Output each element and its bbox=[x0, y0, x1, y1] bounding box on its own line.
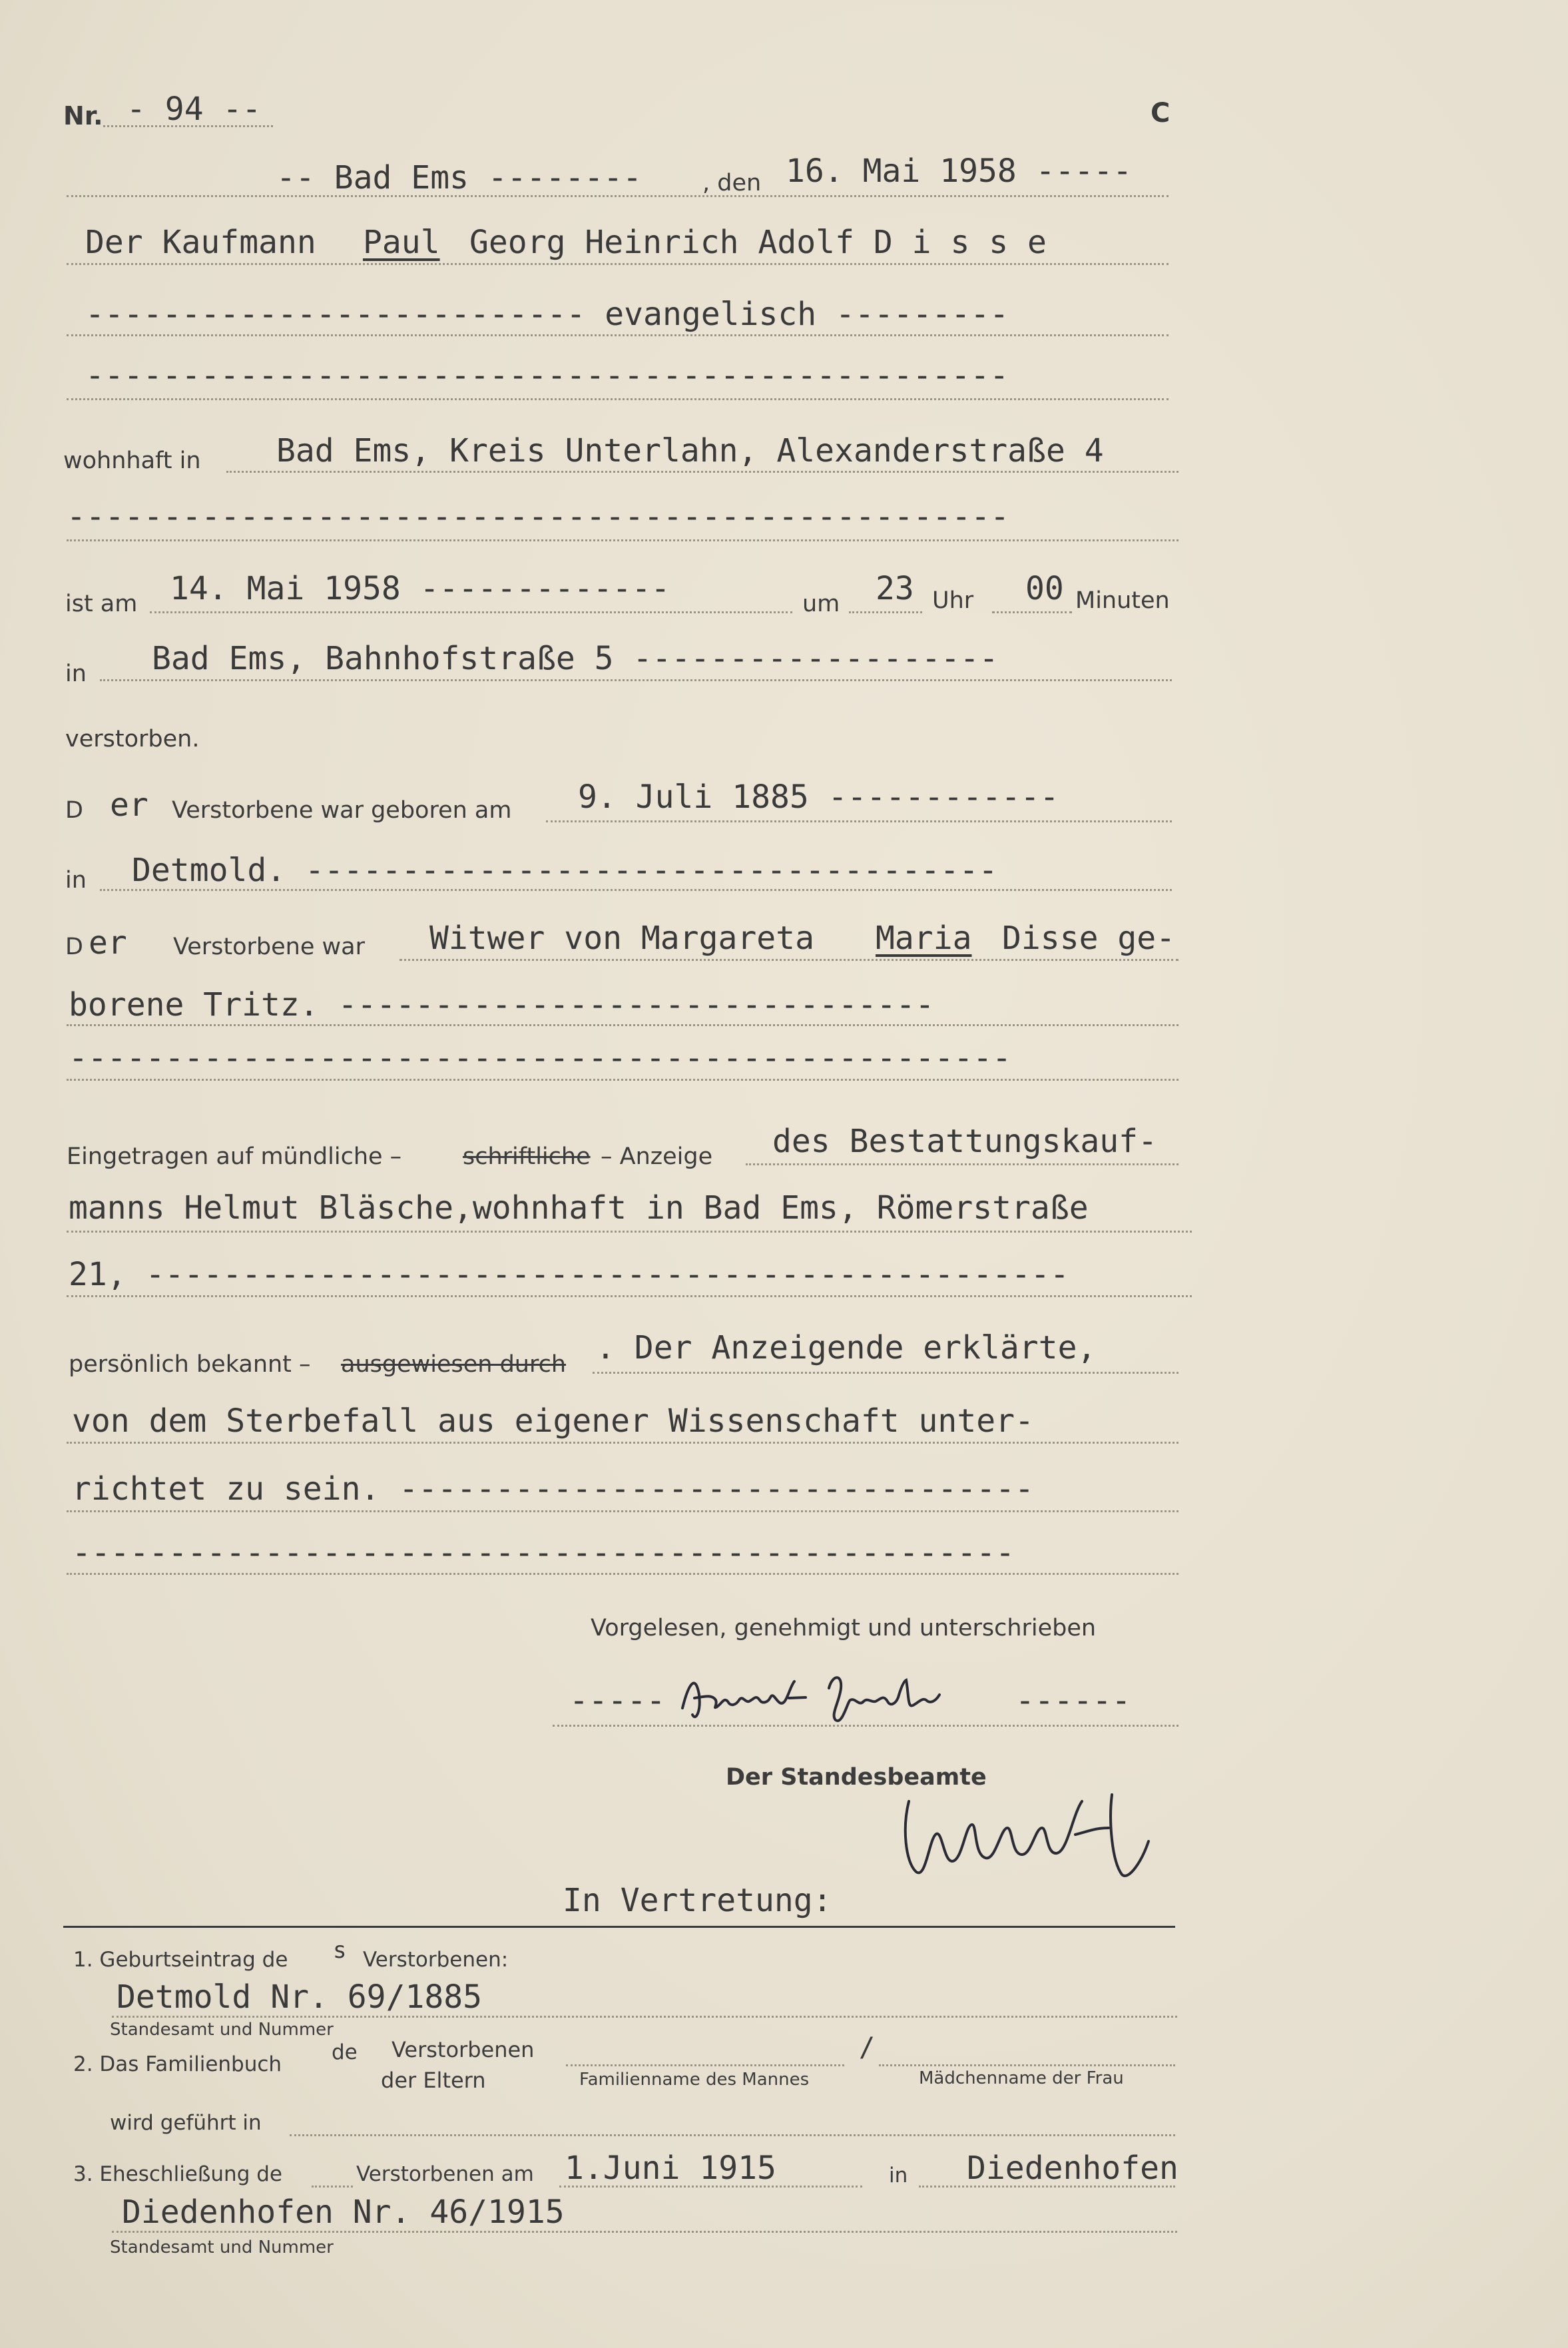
item2-slash: / bbox=[859, 2032, 876, 2063]
death-minute-value: 00 bbox=[1025, 570, 1064, 607]
item3-de-dotline bbox=[312, 2186, 353, 2188]
minute-dotline bbox=[992, 611, 1072, 613]
nr-label: Nr. bbox=[63, 101, 103, 131]
residence-cont: ------------------------------------------------- bbox=[67, 498, 1010, 535]
residence-label: wohnhaft in bbox=[63, 447, 201, 474]
vorgelesen-label: Vorgelesen, genehmigt und unterschrieben bbox=[591, 1615, 1097, 1641]
marital-line1-pre: Witwer von Margareta bbox=[429, 920, 814, 957]
birth-date-dotline bbox=[546, 820, 1172, 822]
item2-mann-dotline bbox=[566, 2064, 844, 2066]
item3-date-dotline bbox=[559, 2186, 862, 2188]
residence-cont-dotline bbox=[67, 539, 1178, 541]
report-label-pre: Eingetragen auf mündliche – bbox=[67, 1143, 402, 1170]
report-line7-dotline bbox=[67, 1573, 1178, 1575]
item2-mann-caption: Familienname des Mannes bbox=[579, 2070, 810, 2090]
name-dotline bbox=[67, 263, 1169, 265]
signer-dash-right: ------ bbox=[1015, 1682, 1131, 1719]
report-line2: manns Helmut Bläsche,wohnhaft in Bad Ems, Römerstraße bbox=[69, 1189, 1089, 1227]
item2-frau-dotline bbox=[879, 2064, 1175, 2066]
item2-de: de bbox=[332, 2040, 358, 2064]
death-date-dotline bbox=[150, 611, 792, 613]
item1-label: 1. Geburtseintrag de bbox=[73, 1948, 288, 1972]
report-line3: 21, ------------------------------------------------ bbox=[69, 1256, 1069, 1293]
item3-caption: Standesamt und Nummer bbox=[110, 2237, 334, 2257]
bekannt-struck: ausgewiesen durch bbox=[341, 1351, 567, 1378]
item3-in-label: in bbox=[889, 2164, 908, 2188]
item2-wird-dotline bbox=[290, 2134, 1175, 2136]
date-dotline bbox=[67, 195, 1169, 197]
report-label-struck: schriftliche bbox=[463, 1143, 591, 1170]
report-line7: ------------------------------------------------- bbox=[72, 1534, 1015, 1572]
nr-dotline bbox=[103, 125, 273, 127]
marital-line1-mid: Maria bbox=[876, 920, 972, 957]
birth-date-value: 9. Juli 1885 ------------ bbox=[578, 778, 1059, 816]
item3-label: 3. Eheschließung de bbox=[73, 2162, 282, 2186]
death-place-dotline bbox=[100, 679, 1172, 681]
blank-dotline bbox=[67, 398, 1169, 400]
item3-place-dotline bbox=[919, 2186, 1175, 2188]
place-value: -- Bad Ems -------- bbox=[276, 159, 643, 196]
hour-dotline bbox=[849, 611, 922, 613]
standesbeamte-label: Der Standesbeamte bbox=[726, 1764, 987, 1791]
birth-place-value: Detmold. ------------------------------------ bbox=[132, 852, 998, 889]
report-line2-dotline bbox=[67, 1231, 1192, 1233]
marital-label: Verstorbene war bbox=[173, 934, 365, 960]
name-first: Paul bbox=[363, 224, 440, 261]
report-line4: . Der Anzeigende erklärte, bbox=[596, 1329, 1097, 1366]
death-date-value: 14. Mai 1958 ------------- bbox=[170, 570, 670, 607]
item3-label2: Verstorbenen am bbox=[356, 2162, 534, 2186]
death-minuten-label: Minuten bbox=[1075, 587, 1170, 614]
birth-label: Verstorbene war geboren am bbox=[172, 797, 512, 824]
footer-separator bbox=[63, 1926, 1175, 1928]
death-ist-am-label: ist am bbox=[65, 591, 138, 617]
report-line6: richtet zu sein. --------------------------------- bbox=[72, 1470, 1034, 1508]
corner-letter: C bbox=[1151, 98, 1171, 129]
signer-signature bbox=[676, 1668, 969, 1728]
residence-dotline bbox=[226, 471, 1178, 473]
signer-dotline bbox=[553, 1725, 1178, 1727]
vertretung-value: In Vertretung: bbox=[563, 1882, 832, 1919]
verstorben-label: verstorben. bbox=[65, 726, 200, 752]
death-uhr-label: Uhr bbox=[932, 587, 974, 614]
item1-s: s bbox=[333, 1937, 347, 1964]
report-line4-dotline bbox=[593, 1372, 1178, 1374]
official-signature bbox=[889, 1761, 1162, 1895]
birth-d-label: D bbox=[65, 797, 83, 824]
religion-line: -------------------------- evangelisch --------- bbox=[85, 296, 1009, 333]
item3-date: 1.Juni 1915 bbox=[565, 2150, 776, 2187]
item3-value: Diedenhofen Nr. 46/1915 bbox=[122, 2194, 565, 2231]
report-label-post: – Anzeige bbox=[601, 1143, 713, 1170]
item2-wird-label: wird geführt in bbox=[110, 2111, 262, 2135]
report-line5-dotline bbox=[67, 1442, 1178, 1444]
death-place-value: Bad Ems, Bahnhofstraße 5 ------------------- bbox=[152, 640, 999, 677]
bekannt-label: persönlich bekannt – bbox=[69, 1351, 311, 1378]
report-line1-dotline bbox=[746, 1163, 1178, 1165]
nr-value: - 94 -- bbox=[127, 91, 262, 128]
item2-verstorbenen: Verstorbenen bbox=[392, 2037, 535, 2062]
item2-eltern: der Eltern bbox=[381, 2068, 486, 2093]
marital-line3: ------------------------------------------------- bbox=[69, 1039, 1012, 1077]
item2-label: 2. Das Familienbuch bbox=[73, 2052, 282, 2076]
birth-er-value: er bbox=[110, 786, 148, 824]
report-line5: von dem Sterbefall aus eigener Wissenschaft unter- bbox=[72, 1402, 1034, 1440]
item3-place: Diedenhofen bbox=[967, 2150, 1178, 2187]
report-line3-dotline bbox=[67, 1295, 1192, 1297]
item2-frau-caption: Mädchenname der Frau bbox=[919, 2068, 1124, 2088]
item1-value: Detmold Nr. 69/1885 bbox=[117, 1978, 483, 2016]
item3-dotline bbox=[112, 2231, 1177, 2233]
report-line1: des Bestattungskauf- bbox=[772, 1123, 1157, 1160]
item1-dotline bbox=[112, 2016, 1177, 2018]
birth-in-label: in bbox=[65, 867, 87, 894]
name-rest: Georg Heinrich Adolf D i s s e bbox=[469, 224, 1047, 261]
birth-place-dotline bbox=[100, 889, 1172, 891]
date-value: 16. Mai 1958 ----- bbox=[786, 152, 1133, 190]
death-hour-value: 23 bbox=[876, 570, 914, 607]
religion-dotline bbox=[67, 334, 1169, 336]
residence-value: Bad Ems, Kreis Unterlahn, Alexanderstraße 4 bbox=[276, 432, 1104, 469]
signer-dash-left: ----- bbox=[569, 1682, 666, 1719]
item1-label2: Verstorbenen: bbox=[363, 1948, 509, 1972]
marital-line2-dotline bbox=[67, 1024, 1178, 1026]
marital-line1-post: Disse ge- bbox=[1002, 920, 1176, 957]
marital-er-value: er bbox=[89, 924, 127, 962]
marital-d-label: D bbox=[65, 934, 83, 960]
report-line6-dotline bbox=[67, 1510, 1178, 1512]
marital-line2: borene Tritz. ------------------------------- bbox=[69, 986, 935, 1024]
name-pre: Der Kaufmann bbox=[85, 224, 316, 261]
den-label: , den bbox=[702, 170, 762, 196]
marital-line3-dotline bbox=[67, 1079, 1178, 1081]
marital-line1-dotline bbox=[399, 959, 1178, 961]
death-in-label: in bbox=[65, 661, 87, 687]
item1-caption: Standesamt und Nummer bbox=[110, 2020, 334, 2040]
death-um-label: um bbox=[802, 591, 840, 617]
blank-line: ------------------------------------------------ bbox=[85, 357, 1009, 394]
